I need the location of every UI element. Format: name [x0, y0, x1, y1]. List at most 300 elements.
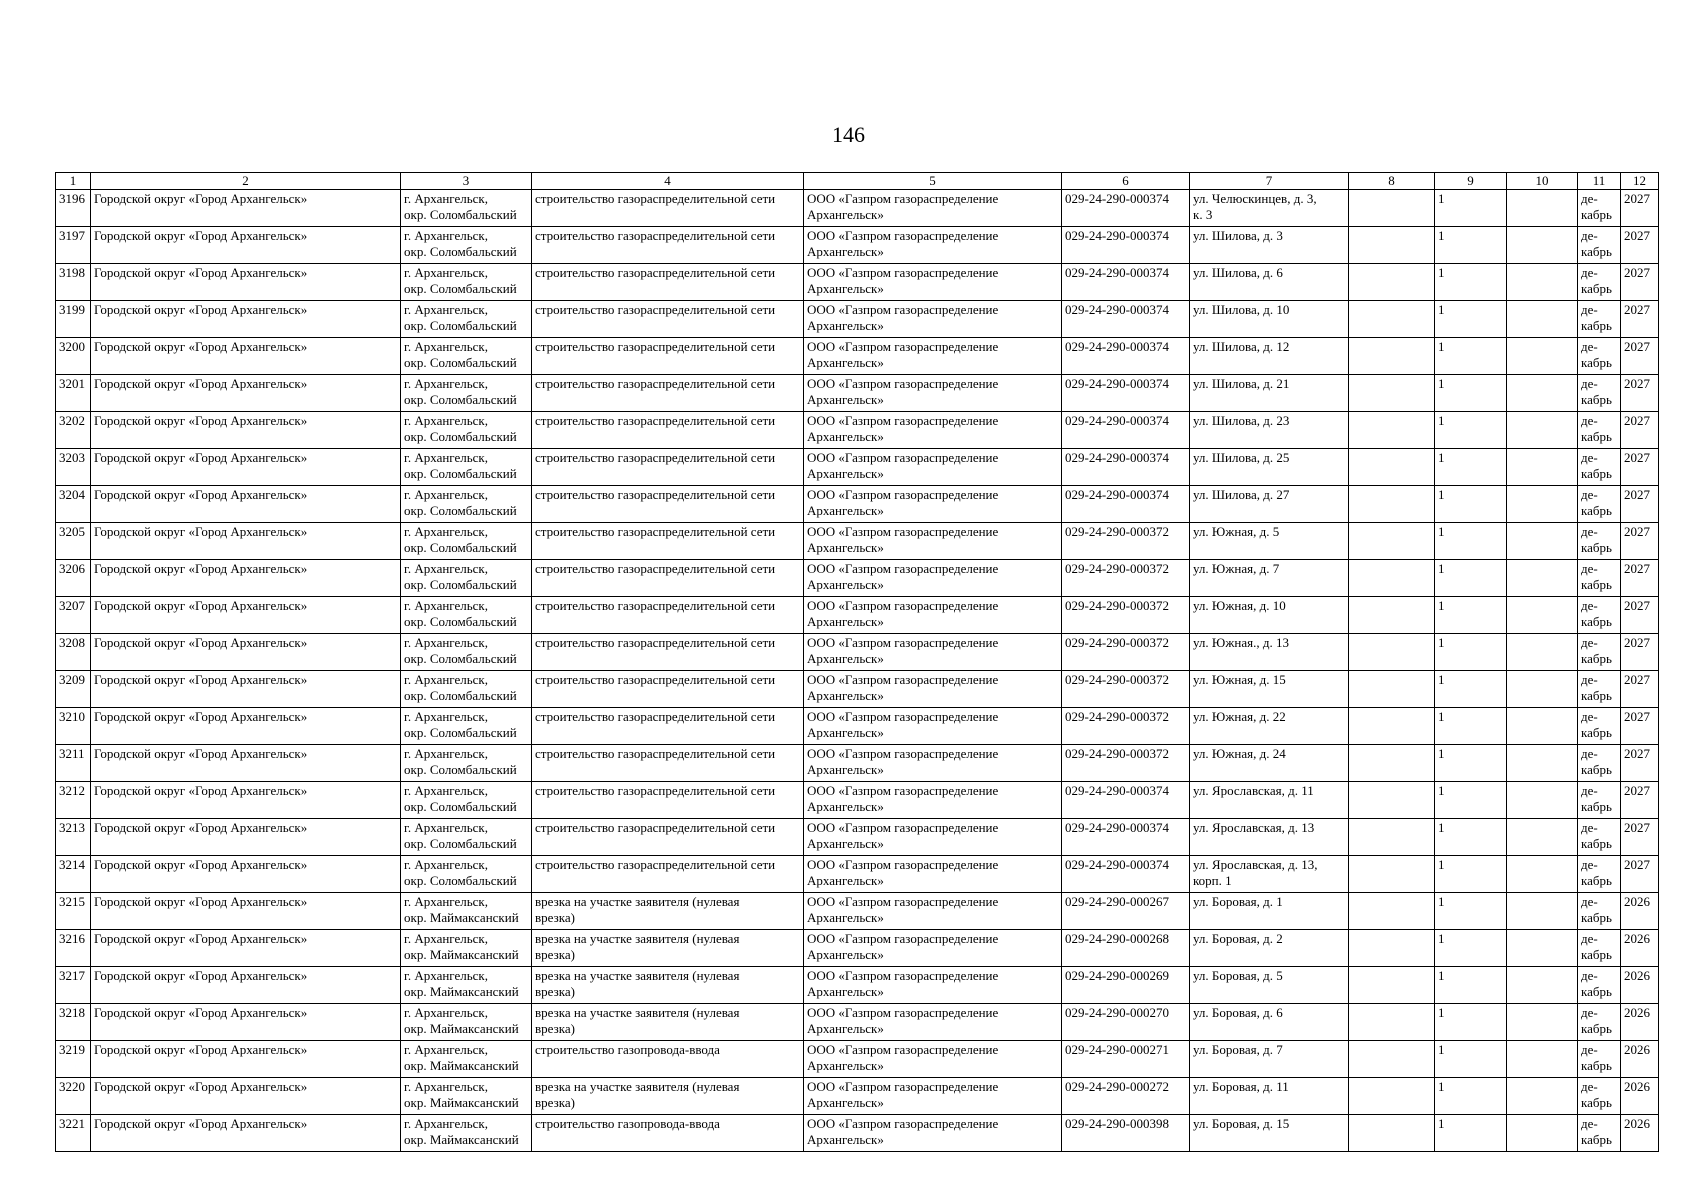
column-9-value-cell	[1435, 856, 1507, 893]
municipality-cell	[91, 1078, 401, 1115]
work-type-line-2: врезка)	[535, 984, 575, 999]
locality-cell	[401, 1004, 532, 1041]
row-number-cell	[56, 634, 91, 671]
organization-line-2: Архангельск»	[807, 947, 884, 962]
locality-line-1: г. Архангельск,	[404, 524, 488, 539]
organization-cell	[804, 560, 1062, 597]
month-line-2: кабрь	[1581, 947, 1612, 962]
locality-line-1: г. Архангельск,	[404, 561, 488, 576]
month-line-2: кабрь	[1581, 577, 1612, 592]
table-row	[56, 893, 1659, 930]
month-line-2: кабрь	[1581, 429, 1612, 444]
municipality-cell	[91, 634, 401, 671]
organization-cell	[804, 967, 1062, 1004]
locality-line-2: окр. Соломбальский	[404, 873, 517, 888]
locality-line-2: окр. Соломбальский	[404, 503, 517, 518]
cadastral-code: 029-24-290-000272	[1065, 1079, 1169, 1094]
year: 2027	[1624, 820, 1650, 835]
organization-cell	[804, 708, 1062, 745]
month-line-1: де-	[1581, 709, 1598, 724]
locality-line-2: окр. Соломбальский	[404, 244, 517, 259]
row-number: 3208	[59, 635, 85, 650]
year: 2027	[1624, 635, 1650, 650]
month-cell	[1578, 1115, 1621, 1152]
column-8-value-cell	[1349, 1115, 1435, 1152]
locality-line-1: г. Архангельск,	[404, 635, 488, 650]
organization-line-2: Архангельск»	[807, 614, 884, 629]
organization-line-1: ООО «Газпром газораспределение	[807, 598, 999, 613]
municipality-cell	[91, 412, 401, 449]
municipality: Городской округ «Город Архангельск»	[94, 1005, 308, 1020]
column-9-value: 1	[1438, 191, 1445, 206]
year-cell	[1621, 671, 1659, 708]
month-cell	[1578, 634, 1621, 671]
organization-cell	[804, 782, 1062, 819]
organization-line-1: ООО «Газпром газораспределение	[807, 413, 999, 428]
organization-cell	[804, 375, 1062, 412]
month-line-2: кабрь	[1581, 651, 1612, 666]
locality-line-1: г. Архангельск,	[404, 339, 488, 354]
cadastral-code-cell	[1062, 967, 1190, 1004]
column-9-value: 1	[1438, 228, 1445, 243]
table-row	[56, 560, 1659, 597]
column-9-value: 1	[1438, 524, 1445, 539]
row-number: 3212	[59, 783, 85, 798]
work-type-cell	[532, 708, 804, 745]
column-9-value: 1	[1438, 598, 1445, 613]
month-line-2: кабрь	[1581, 614, 1612, 629]
month-cell	[1578, 782, 1621, 819]
organization-cell	[804, 819, 1062, 856]
row-number: 3206	[59, 561, 85, 576]
table-row	[56, 1115, 1659, 1152]
cadastral-code: 029-24-290-000372	[1065, 524, 1169, 539]
month-line-1: де-	[1581, 524, 1598, 539]
address-cell	[1190, 708, 1349, 745]
organization-cell	[804, 338, 1062, 375]
row-number: 3220	[59, 1079, 85, 1094]
organization-line-1: ООО «Газпром газораспределение	[807, 228, 999, 243]
municipality-cell	[91, 486, 401, 523]
column-8-value-cell	[1349, 708, 1435, 745]
month-cell	[1578, 560, 1621, 597]
organization-line-1: ООО «Газпром газораспределение	[807, 672, 999, 687]
month-line-2: кабрь	[1581, 540, 1612, 555]
organization-cell	[804, 523, 1062, 560]
column-9-value-cell	[1435, 375, 1507, 412]
municipality-cell	[91, 597, 401, 634]
municipality: Городской округ «Город Архангельск»	[94, 598, 308, 613]
organization-line-2: Архангельск»	[807, 466, 884, 481]
address-cell	[1190, 856, 1349, 893]
work-type-line-1: строительство газораспределительной сети	[535, 598, 776, 613]
locality-cell	[401, 375, 532, 412]
column-8-value-cell	[1349, 227, 1435, 264]
column-10-value-cell	[1507, 301, 1578, 338]
organization-cell	[804, 412, 1062, 449]
address-cell	[1190, 671, 1349, 708]
column-9-value: 1	[1438, 746, 1445, 761]
column-10-value-cell	[1507, 671, 1578, 708]
cadastral-code-cell	[1062, 930, 1190, 967]
work-type-cell	[532, 560, 804, 597]
year: 2026	[1624, 931, 1650, 946]
cadastral-code-cell	[1062, 1041, 1190, 1078]
month-line-1: де-	[1581, 339, 1598, 354]
organization-line-2: Архангельск»	[807, 244, 884, 259]
row-number: 3201	[59, 376, 85, 391]
column-header: 2	[91, 173, 401, 190]
cadastral-code: 029-24-290-000374	[1065, 413, 1169, 428]
municipality: Городской округ «Город Архангельск»	[94, 1116, 308, 1131]
locality-line-1: г. Архангельск,	[404, 820, 488, 835]
work-type-line-1: строительство газораспределительной сети	[535, 672, 776, 687]
organization-cell	[804, 597, 1062, 634]
month-line-1: де-	[1581, 672, 1598, 687]
municipality: Городской округ «Город Архангельск»	[94, 820, 308, 835]
cadastral-code-cell	[1062, 1078, 1190, 1115]
organization-line-2: Архангельск»	[807, 281, 884, 296]
cadastral-code: 029-24-290-000271	[1065, 1042, 1169, 1057]
column-10-value-cell	[1507, 375, 1578, 412]
address-cell	[1190, 190, 1349, 227]
address-line-1: ул. Шилова, д. 6	[1193, 265, 1283, 280]
municipality-cell	[91, 1004, 401, 1041]
month-cell	[1578, 1041, 1621, 1078]
row-number-cell	[56, 708, 91, 745]
month-line-1: де-	[1581, 191, 1598, 206]
organization-line-1: ООО «Газпром газораспределение	[807, 450, 999, 465]
work-type-line-1: строительство газораспределительной сети	[535, 413, 776, 428]
column-9-value-cell	[1435, 264, 1507, 301]
month-cell	[1578, 375, 1621, 412]
locality-line-1: г. Архангельск,	[404, 931, 488, 946]
locality-cell	[401, 819, 532, 856]
address-line-1: ул. Южная., д. 13	[1193, 635, 1289, 650]
cadastral-code: 029-24-290-000374	[1065, 302, 1169, 317]
cadastral-code-cell	[1062, 671, 1190, 708]
row-number-cell	[56, 1115, 91, 1152]
month-cell	[1578, 708, 1621, 745]
address-line-1: ул. Боровая, д. 7	[1193, 1042, 1283, 1057]
column-10-value-cell	[1507, 819, 1578, 856]
municipality-cell	[91, 856, 401, 893]
column-9-value: 1	[1438, 709, 1445, 724]
column-9-value-cell	[1435, 412, 1507, 449]
column-10-value-cell	[1507, 893, 1578, 930]
locality-line-2: окр. Соломбальский	[404, 355, 517, 370]
year-cell	[1621, 856, 1659, 893]
row-number: 3202	[59, 413, 85, 428]
organization-line-2: Архангельск»	[807, 207, 884, 222]
month-cell	[1578, 745, 1621, 782]
column-9-value-cell	[1435, 338, 1507, 375]
locality-line-2: окр. Маймаксанский	[404, 1132, 519, 1147]
column-10-value-cell	[1507, 634, 1578, 671]
organization-line-1: ООО «Газпром газораспределение	[807, 746, 999, 761]
row-number: 3218	[59, 1005, 85, 1020]
year: 2027	[1624, 857, 1650, 872]
month-cell	[1578, 523, 1621, 560]
organization-cell	[804, 449, 1062, 486]
row-number: 3209	[59, 672, 85, 687]
month-line-2: кабрь	[1581, 355, 1612, 370]
cadastral-code-cell	[1062, 1115, 1190, 1152]
locality-cell	[401, 264, 532, 301]
table-row	[56, 301, 1659, 338]
address-line-1: ул. Челюскинцев, д. 3,	[1193, 191, 1317, 206]
municipality-cell	[91, 1115, 401, 1152]
column-9-value-cell	[1435, 1041, 1507, 1078]
year-cell	[1621, 523, 1659, 560]
locality-line-2: окр. Маймаксанский	[404, 947, 519, 962]
locality-cell	[401, 967, 532, 1004]
organization-line-1: ООО «Газпром газораспределение	[807, 894, 999, 909]
cadastral-code-cell	[1062, 893, 1190, 930]
page-number: 146	[832, 122, 865, 147]
row-number-cell	[56, 190, 91, 227]
column-9-value: 1	[1438, 450, 1445, 465]
address-cell	[1190, 1078, 1349, 1115]
municipality: Городской округ «Город Архангельск»	[94, 783, 308, 798]
work-type-cell	[532, 967, 804, 1004]
municipality: Городской округ «Город Архангельск»	[94, 524, 308, 539]
locality-cell	[401, 671, 532, 708]
municipality-cell	[91, 227, 401, 264]
row-number: 3214	[59, 857, 85, 872]
month-line-2: кабрь	[1581, 910, 1612, 925]
column-9-value-cell	[1435, 560, 1507, 597]
table-row	[56, 1078, 1659, 1115]
municipality: Городской округ «Город Архангельск»	[94, 302, 308, 317]
municipality: Городской округ «Город Архангельск»	[94, 228, 308, 243]
month-line-1: де-	[1581, 376, 1598, 391]
column-8-value-cell	[1349, 338, 1435, 375]
locality-line-2: окр. Соломбальский	[404, 466, 517, 481]
column-9-value: 1	[1438, 376, 1445, 391]
year-cell	[1621, 1041, 1659, 1078]
locality-cell	[401, 597, 532, 634]
row-number-cell	[56, 782, 91, 819]
cadastral-code: 029-24-290-000374	[1065, 339, 1169, 354]
column-10-value-cell	[1507, 782, 1578, 819]
column-number-row	[56, 173, 1659, 190]
locality-cell	[401, 893, 532, 930]
month-line-2: кабрь	[1581, 503, 1612, 518]
year: 2026	[1624, 1079, 1650, 1094]
address-line-1: ул. Шилова, д. 21	[1193, 376, 1290, 391]
row-number-cell	[56, 227, 91, 264]
municipality: Городской округ «Город Архангельск»	[94, 746, 308, 761]
address-cell	[1190, 967, 1349, 1004]
row-number-cell	[56, 412, 91, 449]
address-cell	[1190, 1004, 1349, 1041]
address-line-1: ул. Южная, д. 5	[1193, 524, 1280, 539]
cadastral-code: 029-24-290-000374	[1065, 487, 1169, 502]
month-cell	[1578, 1004, 1621, 1041]
address-line-1: ул. Боровая, д. 5	[1193, 968, 1283, 983]
locality-line-1: г. Архангельск,	[404, 228, 488, 243]
year: 2027	[1624, 339, 1650, 354]
organization-line-2: Архангельск»	[807, 1095, 884, 1110]
municipality-cell	[91, 264, 401, 301]
month-line-1: де-	[1581, 820, 1598, 835]
municipality-cell	[91, 782, 401, 819]
month-line-2: кабрь	[1581, 244, 1612, 259]
row-number-cell	[56, 523, 91, 560]
month-cell	[1578, 190, 1621, 227]
locality-line-1: г. Архангельск,	[404, 598, 488, 613]
municipality: Городской округ «Город Архангельск»	[94, 635, 308, 650]
year-cell	[1621, 449, 1659, 486]
year-cell	[1621, 486, 1659, 523]
organization-line-1: ООО «Газпром газораспределение	[807, 931, 999, 946]
column-header: 5	[804, 173, 1062, 190]
column-8-value-cell	[1349, 1078, 1435, 1115]
column-10-value-cell	[1507, 523, 1578, 560]
municipality-cell	[91, 745, 401, 782]
month-line-2: кабрь	[1581, 466, 1612, 481]
column-10-value-cell	[1507, 1041, 1578, 1078]
address-cell	[1190, 523, 1349, 560]
address-cell	[1190, 1041, 1349, 1078]
column-9-value: 1	[1438, 413, 1445, 428]
organization-line-1: ООО «Газпром газораспределение	[807, 1079, 999, 1094]
organization-cell	[804, 893, 1062, 930]
year: 2027	[1624, 598, 1650, 613]
month-line-2: кабрь	[1581, 688, 1612, 703]
address-cell	[1190, 597, 1349, 634]
month-line-2: кабрь	[1581, 318, 1612, 333]
address-cell	[1190, 560, 1349, 597]
municipality-cell	[91, 338, 401, 375]
organization-line-2: Архангельск»	[807, 651, 884, 666]
row-number-cell	[56, 893, 91, 930]
cadastral-code: 029-24-290-000374	[1065, 450, 1169, 465]
work-type-cell	[532, 856, 804, 893]
month-line-2: кабрь	[1581, 725, 1612, 740]
year: 2026	[1624, 894, 1650, 909]
month-line-2: кабрь	[1581, 1132, 1612, 1147]
year: 2027	[1624, 783, 1650, 798]
municipality-cell	[91, 190, 401, 227]
month-line-1: де-	[1581, 1079, 1598, 1094]
column-9-value-cell	[1435, 708, 1507, 745]
year-cell	[1621, 338, 1659, 375]
municipality-cell	[91, 819, 401, 856]
column-9-value: 1	[1438, 820, 1445, 835]
address-cell	[1190, 449, 1349, 486]
column-9-value-cell	[1435, 301, 1507, 338]
organization-line-2: Архангельск»	[807, 355, 884, 370]
column-8-value-cell	[1349, 856, 1435, 893]
year: 2027	[1624, 191, 1650, 206]
column-header: 4	[532, 173, 804, 190]
municipality-cell	[91, 375, 401, 412]
column-9-value-cell	[1435, 1004, 1507, 1041]
organization-cell	[804, 264, 1062, 301]
address-cell	[1190, 227, 1349, 264]
row-number-cell	[56, 745, 91, 782]
work-type-line-1: врезка на участке заявителя (нулевая	[535, 1079, 740, 1094]
column-8-value-cell	[1349, 264, 1435, 301]
column-9-value: 1	[1438, 487, 1445, 502]
work-type-line-1: строительство газораспределительной сети	[535, 265, 776, 280]
locality-cell	[401, 856, 532, 893]
cadastral-code: 029-24-290-000398	[1065, 1116, 1169, 1131]
organization-line-1: ООО «Газпром газораспределение	[807, 709, 999, 724]
row-number-cell	[56, 264, 91, 301]
cadastral-code-cell	[1062, 412, 1190, 449]
column-8-value-cell	[1349, 301, 1435, 338]
column-9-value-cell	[1435, 227, 1507, 264]
year-cell	[1621, 597, 1659, 634]
locality-line-1: г. Архангельск,	[404, 265, 488, 280]
organization-line-1: ООО «Газпром газораспределение	[807, 487, 999, 502]
locality-cell	[401, 745, 532, 782]
month-line-1: де-	[1581, 265, 1598, 280]
year: 2026	[1624, 1005, 1650, 1020]
row-number: 3211	[59, 746, 85, 761]
work-type-line-1: врезка на участке заявителя (нулевая	[535, 1005, 740, 1020]
column-8-value-cell	[1349, 671, 1435, 708]
locality-line-2: окр. Соломбальский	[404, 688, 517, 703]
cadastral-code: 029-24-290-000372	[1065, 635, 1169, 650]
address-cell	[1190, 338, 1349, 375]
organization-line-2: Архангельск»	[807, 318, 884, 333]
municipality: Городской округ «Город Архангельск»	[94, 672, 308, 687]
table-row	[56, 412, 1659, 449]
address-cell	[1190, 930, 1349, 967]
row-number-cell	[56, 597, 91, 634]
address-cell	[1190, 1115, 1349, 1152]
month-line-2: кабрь	[1581, 1095, 1612, 1110]
month-line-2: кабрь	[1581, 762, 1612, 777]
municipality: Городской округ «Город Архангельск»	[94, 191, 308, 206]
month-line-1: де-	[1581, 894, 1598, 909]
column-10-value-cell	[1507, 967, 1578, 1004]
address-line-1: ул. Шилова, д. 25	[1193, 450, 1290, 465]
organization-cell	[804, 1041, 1062, 1078]
column-8-value-cell	[1349, 930, 1435, 967]
locality-cell	[401, 412, 532, 449]
month-line-1: де-	[1581, 413, 1598, 428]
organization-cell	[804, 856, 1062, 893]
work-type-line-1: строительство газораспределительной сети	[535, 524, 776, 539]
organization-line-1: ООО «Газпром газораспределение	[807, 339, 999, 354]
organization-line-1: ООО «Газпром газораспределение	[807, 857, 999, 872]
organization-line-2: Архангельск»	[807, 429, 884, 444]
row-number: 3213	[59, 820, 85, 835]
address-cell	[1190, 264, 1349, 301]
address-cell	[1190, 375, 1349, 412]
column-9-value-cell	[1435, 449, 1507, 486]
row-number: 3204	[59, 487, 85, 502]
locality-line-2: окр. Маймаксанский	[404, 984, 519, 999]
municipality-cell	[91, 708, 401, 745]
municipality-cell	[91, 893, 401, 930]
organization-line-2: Архангельск»	[807, 503, 884, 518]
month-cell	[1578, 930, 1621, 967]
cadastral-code-cell	[1062, 338, 1190, 375]
locality-cell	[401, 301, 532, 338]
address-cell	[1190, 782, 1349, 819]
month-cell	[1578, 597, 1621, 634]
address-cell	[1190, 486, 1349, 523]
table-row	[56, 819, 1659, 856]
municipality-cell	[91, 930, 401, 967]
cadastral-code-cell	[1062, 819, 1190, 856]
